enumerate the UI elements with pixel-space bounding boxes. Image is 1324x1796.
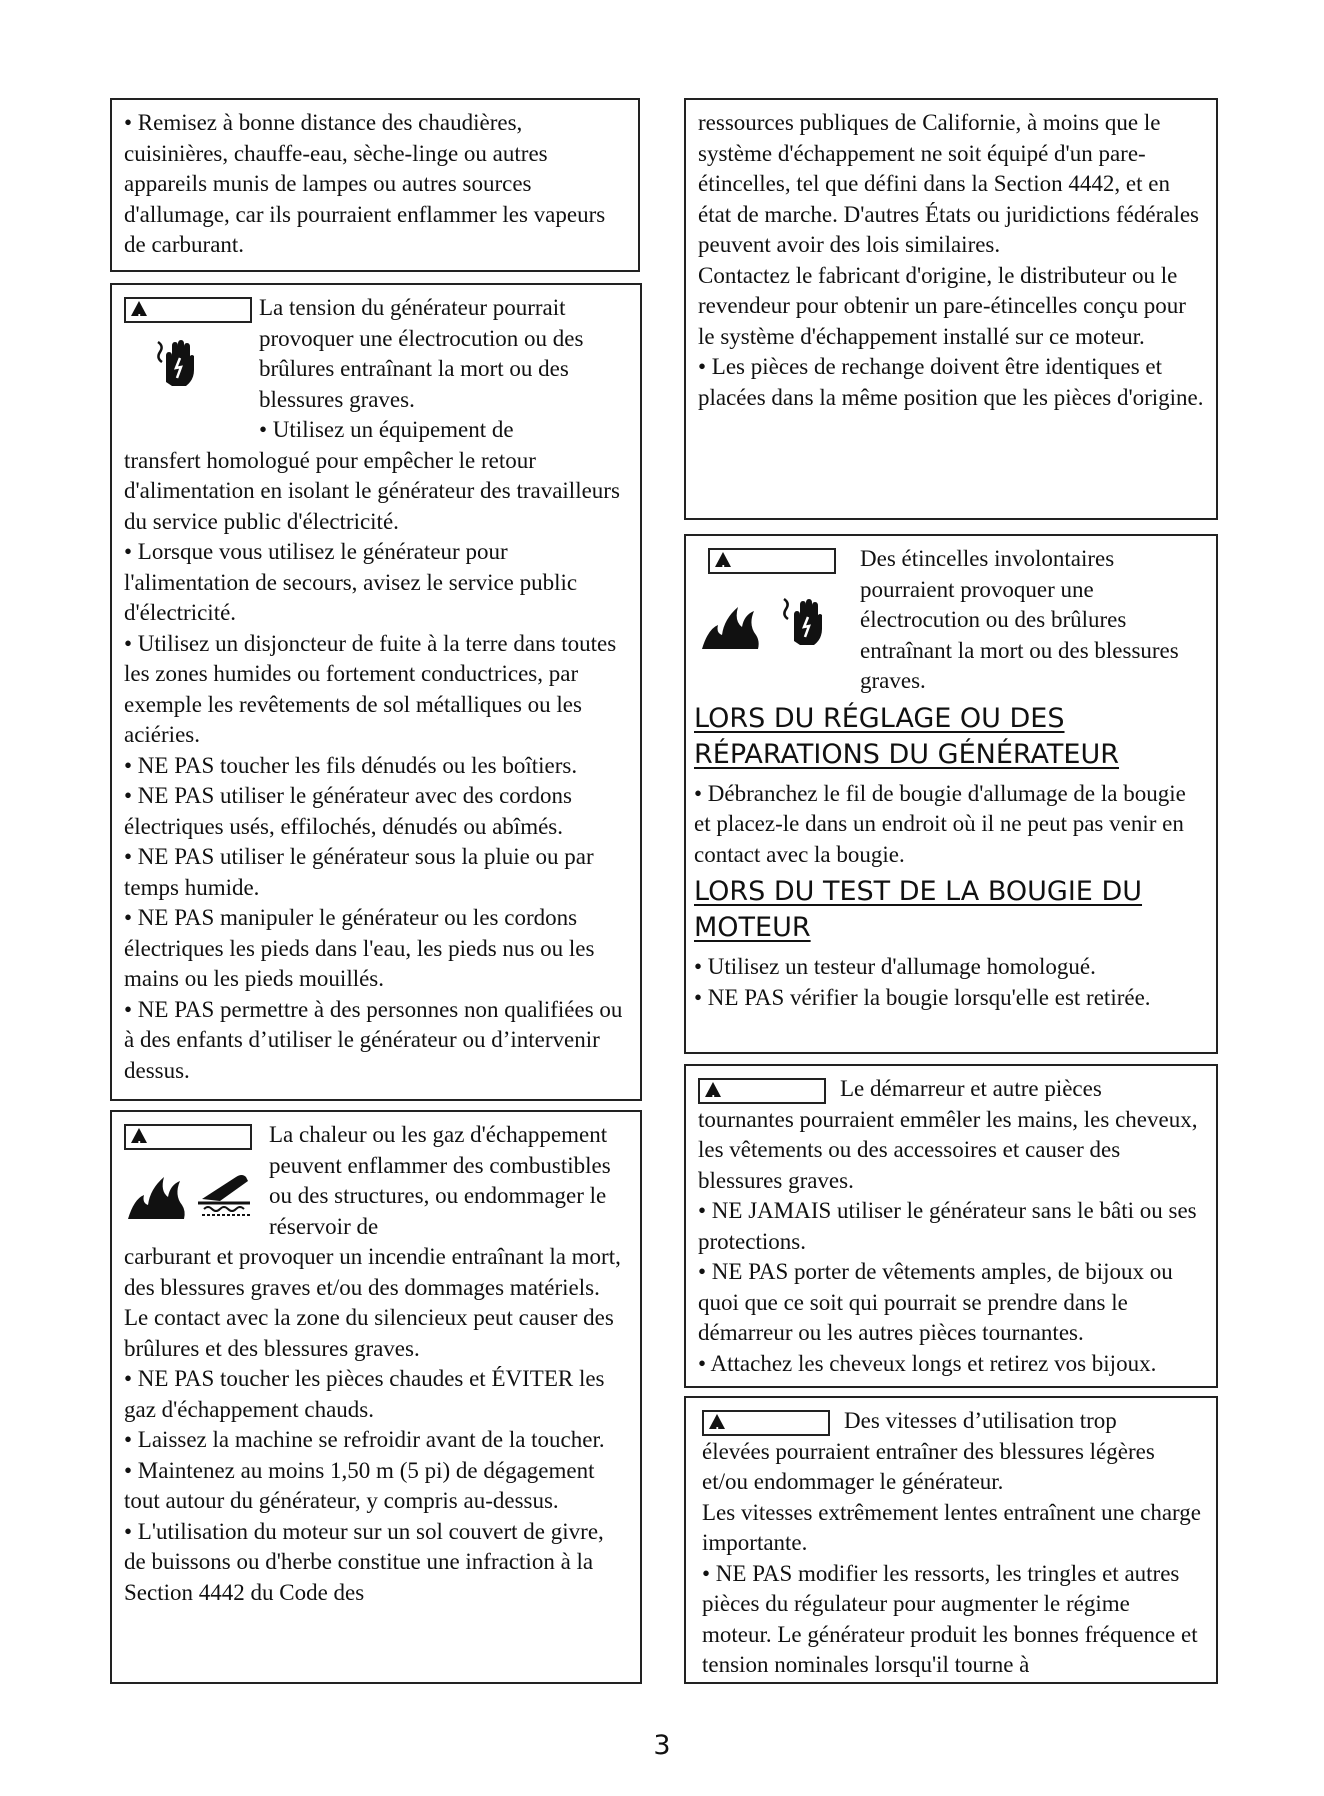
rotating-parts-warning-box xyxy=(684,1064,1218,1388)
voltage-warning-intro: La tension du générateur pourrait provoquer une électrocution ou des brûlures entraînant la mort ou des blessures graves. xyxy=(259,295,584,412)
page-number: 3 xyxy=(653,1730,671,1761)
warning-label-tag xyxy=(698,1078,826,1104)
warning-triangle-icon xyxy=(131,301,147,316)
spark-plug-bullet: • NE PAS vérifier la bougie lorsqu'elle est retirée. xyxy=(694,984,1151,1010)
rotating-parts-intro: Le démarreur et autre pièces xyxy=(840,1076,1102,1101)
voltage-bullet: • Lorsque vous utilisez le générateur pour l'alimentation de secours, avisez le service public d'électricité. xyxy=(124,539,578,625)
voltage-bullet: • NE PAS permettre à des personnes non qualifiées ou à des enfants d’utiliser le générateur ou d’intervenir dessus. xyxy=(124,996,623,1083)
speed-para2: Les vitesses extrêmement lentes entraînent une charge importante. xyxy=(702,1499,1201,1555)
spark-arrester-box xyxy=(684,98,1218,520)
warning-label-tag xyxy=(124,297,252,323)
heat-warning-intro-rest: carburant et provoquer un incendie entraînant la mort, des blessures graves et/ou des dommages matériels. Le contact avec la zone du silencieux peut causer des brûlures et des blessures graves. xyxy=(124,1244,621,1361)
fire-shock-icon xyxy=(698,583,838,653)
voltage-bullet: • NE PAS manipuler le générateur ou les cordons électriques les pieds dans l'eau, les pieds nus ou les mains ou les pieds mouillés. xyxy=(124,905,595,991)
voltage-warning-box xyxy=(110,283,642,1101)
heat-bullet: • Maintenez au moins 1,50 m (5 pi) de dégagement tout autour du générateur, y compris au-dessus. xyxy=(124,1457,595,1513)
warning-triangle-icon xyxy=(131,1128,147,1143)
spark-arrester-para3: • Les pièces de rechange doivent être identiques et placées dans la même position que les pièces d'origine. xyxy=(698,354,1204,410)
voltage-warning-header xyxy=(124,293,628,446)
adjust-repair-text: • Débranchez le fil de bougie d'allumage de la bougie et placez-le dans un endroit où il ne peut pas venir en contact avec la bougie. xyxy=(694,780,1186,867)
adjust-repair-heading: LORS DU RÉGLAGE OU DES RÉPARATIONS DU GÉNÉRATEUR xyxy=(694,702,1119,770)
warning-label-tag xyxy=(708,548,836,574)
rotating-parts-intro-line xyxy=(698,1074,1204,1105)
warning-label-tag xyxy=(124,1124,252,1150)
fuel-vapor-warning-box xyxy=(110,98,640,272)
voltage-bullet: • NE PAS utiliser le générateur sous la pluie ou par temps humide. xyxy=(124,844,594,900)
warning-triangle-icon xyxy=(715,552,731,567)
heat-bullet: • L'utilisation du moteur sur un sol couvert de givre, de buissons ou d'herbe constitue une infraction à la Section 4442 du Code des xyxy=(124,1518,604,1605)
rotating-parts-bullet: • Attachez les cheveux longs et retirez vos bijoux. xyxy=(698,1350,1157,1376)
warning-triangle-icon xyxy=(705,1082,721,1097)
fuel-vapor-text: • Remisez à bonne distance des chaudières, cuisinières, chauffe-eau, sèche-linge ou autres appareils munis de lampes ou autres sources d'allumage, car ils pourraient enflammer les vapeurs de carburant. xyxy=(124,110,606,257)
heat-bullet: • NE PAS toucher les pièces chaudes et ÉVITER les gaz d'échappement chauds. xyxy=(124,1366,605,1422)
spark-plug-test-heading: LORS DU TEST DE LA BOUGIE DU MOTEUR xyxy=(694,876,1143,943)
spark-warning-intro: Des étincelles involontaires pourraient provoquer une électrocution ou des brûlures entraînant la mort ou des blessures graves. xyxy=(860,546,1179,693)
spark-plug-bullet: • Utilisez un testeur d'allumage homologué. xyxy=(694,954,1096,979)
voltage-bullet: • Utilisez un disjoncteur de fuite à la terre dans toutes les zones humides ou fortement conductrices, par exemple les revêtements de sol métalliques ou les aciéries. xyxy=(124,630,617,747)
fire-hot-surface-icon xyxy=(124,1159,259,1223)
warning-triangle-icon xyxy=(709,1414,725,1429)
rotating-parts-bullet: • NE JAMAIS utiliser le générateur sans le bâti ou ses protections. xyxy=(698,1198,1197,1254)
electric-shock-hand-icon xyxy=(152,334,202,392)
spark-arrester-para2: Contactez le fabricant d'origine, le distributeur ou le revendeur pour obtenir un pare-étincelles conçu pour le système d'échappement installé sur ce moteur. xyxy=(698,262,1186,349)
warning-label-tag xyxy=(702,1410,830,1436)
speed-warning-box xyxy=(684,1396,1218,1684)
voltage-first-bullet-start: • Utilisez un équipement de xyxy=(259,417,514,442)
heat-bullet: • Laissez la machine se refroidir avant de la toucher. xyxy=(124,1427,605,1452)
speed-para3: • NE PAS modifier les ressorts, les tringles et autres pièces du régulateur pour augmenter le régime moteur. Le générateur produit les bonnes fréquence et tension nominales lorsqu'il tourne à xyxy=(702,1560,1198,1677)
heat-warning-header xyxy=(124,1120,628,1242)
speed-intro-line xyxy=(702,1406,1204,1437)
rotating-parts-bullet: • NE PAS porter de vêtements amples, de bijoux ou quoi que ce soit qui pourrait se prendre dans le démarreur ou les autres pièces tournantes. xyxy=(698,1259,1173,1345)
speed-intro: Des vitesses d’utilisation trop xyxy=(844,1408,1117,1433)
heat-exhaust-warning-box xyxy=(110,1110,642,1684)
heat-warning-intro: La chaleur ou les gaz d'échappement peuvent enflammer des combustibles ou des structures, ou endommager le réservoir de xyxy=(269,1122,611,1239)
spark-warning-header xyxy=(694,544,1204,697)
spark-arrester-para1: ressources publiques de Californie, à moins que le système d'échappement ne soit équipé d'un pare-étincelles, tel que défini dans la Section 4442, et en état de marche. D'autres États ou juridictions fédérales peuvent avoir des lois similaires. xyxy=(698,110,1200,257)
spark-warning-box xyxy=(684,534,1218,1054)
voltage-first-bullet-rest: transfert homologué pour empêcher le retour d'alimentation en isolant le générateur des travailleurs du service public d'électricité. xyxy=(124,447,620,534)
voltage-bullet: • NE PAS toucher les fils dénudés ou les boîtiers. xyxy=(124,752,578,778)
voltage-bullet: • NE PAS utiliser le générateur avec des cordons électriques usés, effilochés, dénudés ou abîmés. xyxy=(124,783,572,839)
rotating-parts-intro-rest: tournantes pourraient emmêler les mains, les cheveux, les vêtements ou des accessoires et causer des blessures graves. xyxy=(698,1106,1198,1193)
speed-intro-rest: élevées pourraient entraîner des blessures légères et/ou endommager le générateur. xyxy=(702,1438,1155,1494)
